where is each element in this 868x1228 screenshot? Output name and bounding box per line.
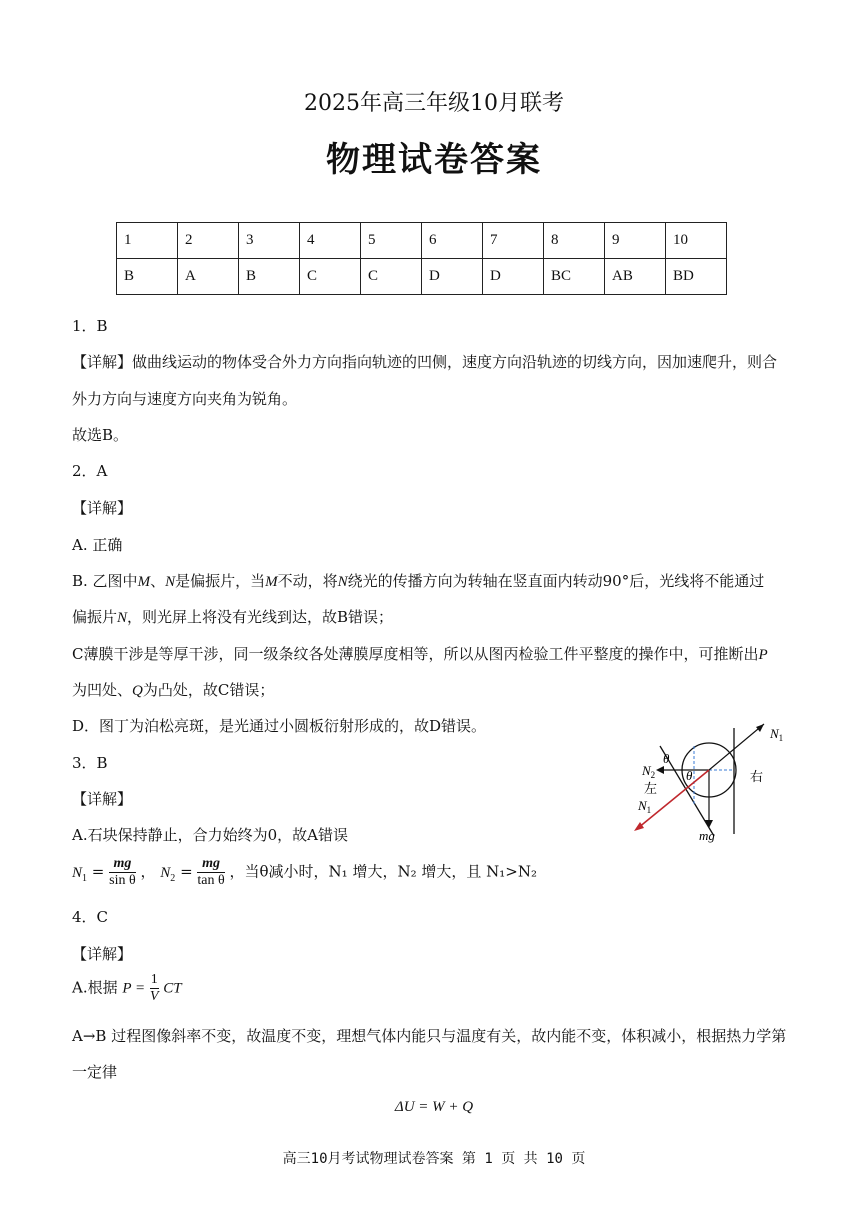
- q4-formula-rhs: CT: [163, 980, 182, 997]
- label-theta-center: θ: [686, 768, 693, 783]
- answer-table-answer-cell: C: [300, 259, 361, 295]
- answer-table-answer-cell: D: [422, 259, 483, 295]
- answer-table-answer-cell: D: [483, 259, 544, 295]
- answer-table-number-cell: 2: [178, 223, 239, 259]
- q2-b-var-n: N: [165, 574, 176, 590]
- force-diagram: [612, 718, 802, 852]
- label-theta-top: θ: [663, 751, 670, 766]
- q2-c-text: C薄膜干涉是等厚干涉，同一级条纹各处薄膜厚度相等，所以从图丙检验工件平整度的操作中，可推断出: [72, 645, 759, 663]
- answer-table-answer-cell: C: [361, 259, 422, 295]
- answer-table-number-cell: 8: [544, 223, 605, 259]
- answer-table-number-cell: 10: [666, 223, 727, 259]
- q1-detail-text1: 做曲线运动的物体受合外力方向指向轨迹的凹侧，速度方向沿轨迹的切线方向，因加速爬升，则合: [132, 353, 778, 371]
- q1-conclusion: 故选B。: [72, 426, 129, 444]
- q3-n1-symbol: [72, 864, 88, 884]
- q2-b-var-n: N: [117, 610, 128, 626]
- q2-option-d: D．图丁为泊松亮斑，是光通过小圆板衍射形成的，故D错误。: [72, 717, 487, 735]
- label-mg: mg: [699, 828, 715, 843]
- q4-ab-line2: 一定律: [72, 1063, 118, 1081]
- answer-table-answer-row: [117, 259, 727, 295]
- q3-heading: 3．B: [72, 754, 108, 772]
- q3-detail-tag: 【详解】: [72, 790, 133, 808]
- q2-b-text: ，则光屏上将没有光线到达，故B错误；: [127, 608, 394, 626]
- exam-title: 2025年高三年级10月联考: [304, 91, 564, 116]
- q2-b-text: 是偏振片，当: [175, 572, 266, 590]
- q2-c-var-q: Q: [132, 683, 143, 699]
- q2-b-var-m: M: [137, 574, 151, 590]
- q3-equals: =: [180, 862, 198, 881]
- q3-n2-symbol: [160, 864, 176, 884]
- answer-table-number-cell: 3: [239, 223, 300, 259]
- label-n1-low: $N_1$: [638, 798, 652, 815]
- q2-b-text: 不动，将: [277, 572, 338, 590]
- q3-conclusion: ，当θ减小时，N₁ 增大，N₂ 增大，且 N₁>N₂: [229, 862, 537, 881]
- q2-option-a: A. 正确: [72, 536, 123, 554]
- q4-heading: 4．C: [72, 908, 109, 926]
- q2-b-text: B. 乙图中: [72, 572, 138, 590]
- q3-n2-fraction: [197, 856, 224, 889]
- q1-detail-tag: 【详解】: [72, 353, 133, 371]
- q3-comma: ，: [140, 862, 156, 881]
- q2-b-var-m: M: [265, 574, 278, 590]
- q3-formula-line: [72, 856, 537, 889]
- answer-table-number-cell: 6: [422, 223, 483, 259]
- q2-option-c-line1: [72, 644, 768, 665]
- q2-c-text: 为凹处、: [72, 681, 133, 699]
- q1-heading: 1．B: [72, 317, 108, 335]
- q3-n1-numerator: mg: [109, 856, 136, 873]
- answer-table-answer-cell: A: [178, 259, 239, 295]
- q2-heading: 2．A: [72, 462, 108, 480]
- q3-equals: =: [91, 862, 110, 881]
- label-right: 右: [750, 769, 764, 784]
- answer-table-number-cell: 1: [117, 223, 178, 259]
- n1-reversed-red-arrow: [638, 770, 709, 828]
- answer-table-answer-cell: BD: [666, 259, 727, 295]
- q4-ab-line1: A→B 过程图像斜率不变，故温度不变，理想气体内能只与温度有关，故内能不变，体积减小，根据热力学第: [72, 1027, 787, 1045]
- q2-b-sep: 、: [150, 572, 166, 590]
- q3-n2-letter: N: [160, 864, 171, 881]
- q3-option-a: A.石块保持静止，合力始终为0，故A错误: [72, 826, 348, 844]
- answer-table-number-cell: 9: [605, 223, 666, 259]
- q4-fraction-numerator: 1: [150, 972, 158, 987]
- label-n1-top: $N_1$: [770, 726, 784, 743]
- q2-c-var-p: P: [758, 647, 768, 663]
- q3-n1-fraction: [109, 856, 136, 889]
- answer-table-answer-cell: B: [239, 259, 300, 295]
- answer-table: [116, 222, 727, 295]
- q4-fraction-denominator: V: [149, 989, 159, 1004]
- page-footer: 高三10月考试物理试卷答案 第 1 页 共 10 页: [282, 1151, 586, 1167]
- q2-option-c-line2: [72, 680, 274, 701]
- answer-table-number-cell: 7: [483, 223, 544, 259]
- q4-formula-fraction: [150, 972, 159, 1005]
- q3-n1-sub: 1: [82, 872, 88, 884]
- q2-b-text: 偏振片: [72, 608, 118, 626]
- paper-title: 物理试卷答案: [326, 140, 542, 180]
- q2-option-b-line2: [72, 607, 393, 628]
- answer-table-number-row: [117, 223, 727, 259]
- answer-table-number-cell: 5: [361, 223, 422, 259]
- q2-option-b-line1: [72, 571, 764, 592]
- q3-n1-letter: N: [72, 864, 83, 881]
- q2-c-text: 为凸处，故C错误；: [142, 681, 275, 699]
- n2-arrowhead: [656, 766, 664, 774]
- answer-table-number-cell: 4: [300, 223, 361, 259]
- q2-detail-tag: 【详解】: [72, 499, 133, 517]
- q2-b-text: 绕光的传播方向为转轴在竖直面内转动90°后，光线将不能通过: [347, 572, 765, 590]
- force-diagram-svg: [612, 718, 802, 848]
- q2-b-var-n: N: [337, 574, 348, 590]
- label-left: 左: [644, 781, 658, 796]
- q4-a-text: A.根据: [72, 978, 118, 997]
- q3-n2-numerator: mg: [197, 856, 224, 873]
- answer-table-answer-cell: AB: [605, 259, 666, 295]
- q1-detail-line2: 外力方向与速度方向夹角为锐角。: [72, 390, 298, 408]
- q4-formula-lhs: P =: [122, 980, 146, 997]
- q4-option-a: [72, 972, 182, 1005]
- q1-detail-line1: [72, 352, 777, 372]
- q3-n1-denominator: sin θ: [109, 873, 136, 888]
- q3-n2-sub: 2: [170, 872, 176, 884]
- answer-table-answer-cell: B: [117, 259, 178, 295]
- label-n2: $N_2$: [642, 763, 656, 780]
- n1-arrowhead: [756, 724, 764, 732]
- n1-force-arrow: [709, 724, 764, 770]
- answer-table-answer-cell: BC: [544, 259, 605, 295]
- q4-detail-tag: 【详解】: [72, 945, 133, 963]
- q3-n2-denominator: tan θ: [197, 873, 225, 888]
- q4-first-law-formula: ΔU = W + Q: [394, 1099, 474, 1115]
